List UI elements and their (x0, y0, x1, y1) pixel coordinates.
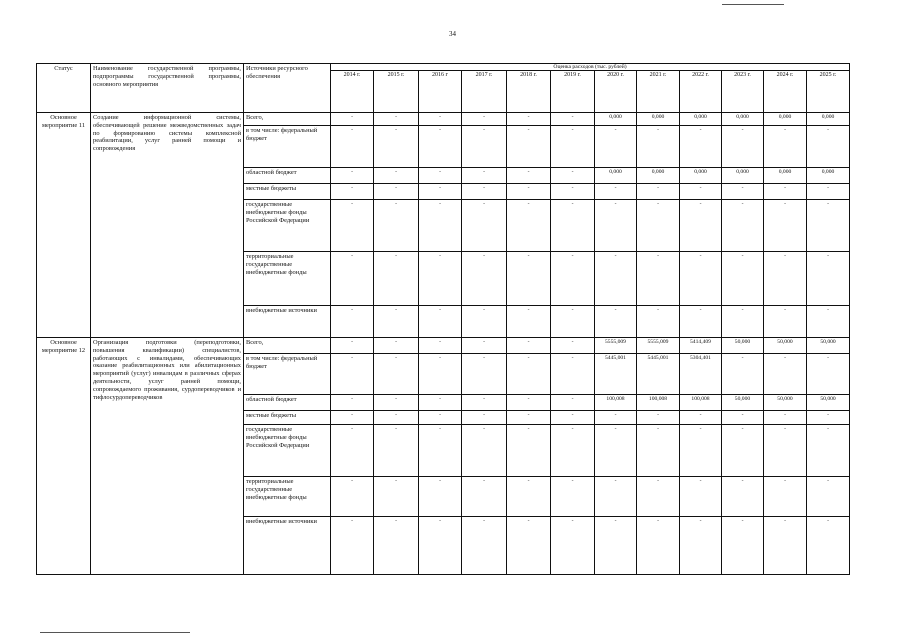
expense-value: - (419, 184, 462, 200)
expense-value: - (507, 168, 551, 184)
expense-value: - (419, 354, 462, 395)
expense-value: - (419, 168, 462, 184)
expense-value: - (551, 477, 595, 517)
expense-value: - (419, 425, 462, 477)
expense-value: - (462, 395, 507, 411)
expense-value: - (637, 200, 680, 252)
expense-value: - (419, 126, 462, 168)
expense-value: - (331, 168, 374, 184)
measure-name: Организация подготовки (переподготовки, повышения квалификации) специалистов, работающих с инвалидами, обеспечивающих оказание реабилитационных или абилитационных мероприятий (услуг) инвалидам в различных сферах деятельности, услуг ранней помощи, сопровождаемого проживания, сурдопереводчиков и тифлосурдопереводчиков (91, 338, 244, 575)
expense-value: - (419, 306, 462, 338)
expense-value: - (331, 113, 374, 126)
expense-value: - (551, 168, 595, 184)
expense-value: - (374, 425, 419, 477)
expense-value: - (680, 306, 722, 338)
expense-value: - (680, 517, 722, 575)
expense-value: - (331, 354, 374, 395)
expense-value: - (374, 113, 419, 126)
expense-value: - (722, 200, 764, 252)
expense-value: 50,000 (722, 338, 764, 354)
expense-value: - (374, 200, 419, 252)
expense-value: - (764, 411, 807, 425)
year-header: 2016 г (419, 71, 462, 113)
expense-value: - (595, 126, 637, 168)
expense-value: - (507, 517, 551, 575)
expense-value: 50,000 (807, 338, 850, 354)
expense-value: - (551, 517, 595, 575)
year-header: 2015 г. (374, 71, 419, 113)
measure-status: Основное мероприятие 12 (37, 338, 91, 575)
expense-value: - (374, 126, 419, 168)
expense-value: - (637, 306, 680, 338)
expense-value: - (807, 306, 850, 338)
expense-value: - (462, 113, 507, 126)
funding-source: областной бюджет (244, 168, 331, 184)
expense-value: - (551, 354, 595, 395)
expense-value: - (374, 477, 419, 517)
expense-value: - (807, 184, 850, 200)
expense-value: 100,008 (637, 395, 680, 411)
expense-value: - (637, 517, 680, 575)
expense-value: - (462, 425, 507, 477)
funding-source: внебюджетные источники (244, 517, 331, 575)
funding-source: территориальные государственные внебюджетные фонды (244, 252, 331, 306)
budget-table (36, 63, 850, 575)
funding-source: Всего, (244, 338, 331, 354)
expense-value: - (680, 477, 722, 517)
expense-value: 5445,001 (637, 354, 680, 395)
expense-value: - (551, 425, 595, 477)
expense-value: - (722, 425, 764, 477)
expense-value: - (551, 306, 595, 338)
expense-value: - (551, 411, 595, 425)
expense-value: 0,000 (764, 168, 807, 184)
expense-value: - (764, 184, 807, 200)
expense-value: - (462, 126, 507, 168)
name-header: Наименование государственной программы, подпрограммы государственной программы, основного мероприятия (91, 64, 244, 113)
year-header: 2020 г. (595, 71, 637, 113)
expense-value: - (374, 395, 419, 411)
expense-value: - (374, 306, 419, 338)
funding-source: Всего, (244, 113, 331, 126)
expense-value: - (764, 477, 807, 517)
expense-value: - (331, 395, 374, 411)
expense-value: - (722, 411, 764, 425)
expense-value: - (331, 126, 374, 168)
funding-source: в том числе: федеральный бюджет (244, 354, 331, 395)
funding-source: государственные внебюджетные фонды Российской Федерации (244, 425, 331, 477)
expense-value: - (331, 411, 374, 425)
expense-value: - (507, 425, 551, 477)
expense-value: - (595, 184, 637, 200)
expense-value: - (419, 517, 462, 575)
funding-source: местные бюджеты (244, 411, 331, 425)
expense-value: - (419, 411, 462, 425)
expense-value: - (462, 200, 507, 252)
expense-value: - (419, 338, 462, 354)
expense-value: 0,000 (595, 113, 637, 126)
expense-value: - (374, 338, 419, 354)
expense-value: - (419, 200, 462, 252)
expense-value: - (551, 126, 595, 168)
year-header: 2019 г. (551, 71, 595, 113)
funding-source: в том числе: федеральный бюджет (244, 126, 331, 168)
expense-value: - (331, 184, 374, 200)
expense-value: 5555,009 (637, 338, 680, 354)
expense-value: - (680, 200, 722, 252)
expense-value: - (507, 338, 551, 354)
expense-value: - (764, 306, 807, 338)
expense-value: 100,008 (680, 395, 722, 411)
expense-value: - (374, 168, 419, 184)
expense-value: - (507, 477, 551, 517)
expense-value: - (637, 477, 680, 517)
expense-value: - (637, 425, 680, 477)
year-header: 2022 г. (680, 71, 722, 113)
expense-value: - (722, 126, 764, 168)
expense-value: - (807, 200, 850, 252)
estimate-header: Оценка расходов (тыс. рублей) (331, 64, 850, 71)
expense-value: - (462, 338, 507, 354)
expense-value: 0,000 (637, 168, 680, 184)
expense-value: - (462, 306, 507, 338)
expense-value: - (595, 200, 637, 252)
header-row (37, 64, 850, 71)
expense-value: - (722, 184, 764, 200)
expense-value: 0,000 (764, 113, 807, 126)
expense-value: 0,000 (807, 168, 850, 184)
year-header: 2023 г. (722, 71, 764, 113)
expense-value: - (595, 411, 637, 425)
expense-value: - (637, 184, 680, 200)
expense-value: - (722, 517, 764, 575)
expense-value: - (637, 411, 680, 425)
expense-value: - (764, 354, 807, 395)
expense-value: - (595, 252, 637, 306)
expense-value: - (807, 517, 850, 575)
expense-value: 0,000 (637, 113, 680, 126)
year-header: 2014 г. (331, 71, 374, 113)
funding-source: территориальные государственные внебюджетные фонды (244, 477, 331, 517)
status-header: Статус (37, 64, 91, 113)
expense-value: - (419, 252, 462, 306)
year-header: 2024 г. (764, 71, 807, 113)
expense-value: - (462, 252, 507, 306)
expense-value: - (807, 425, 850, 477)
year-header: 2017 г. (462, 71, 507, 113)
expense-value: - (331, 306, 374, 338)
expense-value: - (462, 354, 507, 395)
expense-value: - (551, 338, 595, 354)
expense-value: - (507, 306, 551, 338)
expense-value: - (595, 477, 637, 517)
expense-value: - (807, 411, 850, 425)
expense-value: 50,000 (764, 395, 807, 411)
expense-value: - (680, 184, 722, 200)
measure-name: Создание информационной системы, обеспечивающей решение межведомственных задач по формированию системы комплексной реабилитации, услуг ранней помощи и сопровождения (91, 113, 244, 338)
scan-artifact-line (722, 4, 784, 5)
expense-value: - (551, 395, 595, 411)
expense-value: - (764, 517, 807, 575)
expense-value: - (374, 252, 419, 306)
funding-source: государственные внебюджетные фонды Российской Федерации (244, 200, 331, 252)
expense-value: - (764, 126, 807, 168)
expense-value: - (462, 168, 507, 184)
funding-source: внебюджетные источники (244, 306, 331, 338)
expense-value: - (507, 252, 551, 306)
expense-value: - (331, 252, 374, 306)
measure-status: Основное мероприятие 11 (37, 113, 91, 338)
year-header: 2018 г. (507, 71, 551, 113)
table-row (37, 338, 850, 354)
expense-value: - (462, 184, 507, 200)
scan-artifact-line (40, 632, 190, 633)
expense-value: - (807, 126, 850, 168)
expense-value: - (331, 338, 374, 354)
expense-value: - (764, 200, 807, 252)
expense-value: 0,000 (680, 113, 722, 126)
expense-value: 0,000 (722, 168, 764, 184)
expense-value: - (551, 113, 595, 126)
expense-value: - (419, 477, 462, 517)
funding-source: местные бюджеты (244, 184, 331, 200)
expense-value: - (807, 252, 850, 306)
expense-value: 50,000 (807, 395, 850, 411)
expense-value: - (722, 252, 764, 306)
expense-value: 50,000 (722, 395, 764, 411)
expense-value: - (507, 354, 551, 395)
expense-value: - (374, 517, 419, 575)
expense-value: - (595, 517, 637, 575)
table-row (37, 113, 850, 126)
expense-value: - (764, 252, 807, 306)
expense-value: - (764, 425, 807, 477)
expense-value: - (722, 354, 764, 395)
expense-value: 0,000 (595, 168, 637, 184)
expense-value: 5555,009 (595, 338, 637, 354)
expense-value: - (595, 306, 637, 338)
expense-value: - (807, 477, 850, 517)
expense-value: - (637, 252, 680, 306)
expense-value: - (722, 306, 764, 338)
expense-value: - (807, 354, 850, 395)
expense-value: 100,008 (595, 395, 637, 411)
page-number: 34 (449, 30, 456, 38)
expense-value: - (374, 354, 419, 395)
expense-value: 0,000 (680, 168, 722, 184)
year-header: 2021 г. (637, 71, 680, 113)
expense-value: - (680, 425, 722, 477)
expense-value: 0,000 (722, 113, 764, 126)
funding-source: областной бюджет (244, 395, 331, 411)
expense-value: - (374, 411, 419, 425)
expense-value: - (331, 425, 374, 477)
year-header: 2025 г. (807, 71, 850, 113)
expense-value: - (507, 126, 551, 168)
expense-value: 5304,401 (680, 354, 722, 395)
expense-value: - (551, 252, 595, 306)
expense-value: - (551, 184, 595, 200)
expense-value: - (462, 517, 507, 575)
expense-value: - (331, 200, 374, 252)
expense-value: - (680, 252, 722, 306)
expense-value: 5445,001 (595, 354, 637, 395)
expense-value: - (419, 113, 462, 126)
expense-value: - (419, 395, 462, 411)
expense-value: 0,000 (807, 113, 850, 126)
expense-value: - (680, 126, 722, 168)
expense-value: - (507, 411, 551, 425)
expense-value: - (331, 477, 374, 517)
expense-value: - (507, 184, 551, 200)
expense-value: - (551, 200, 595, 252)
expense-value: 5414,409 (680, 338, 722, 354)
expense-value: - (462, 477, 507, 517)
expense-value: - (722, 477, 764, 517)
expense-value: - (507, 113, 551, 126)
expense-value: 50,000 (764, 338, 807, 354)
expense-value: - (462, 411, 507, 425)
expense-value: - (680, 411, 722, 425)
sources-header: Источники ресурсного обеспечения (244, 64, 331, 113)
expense-value: - (507, 200, 551, 252)
expense-value: - (374, 184, 419, 200)
expense-value: - (507, 395, 551, 411)
expense-value: - (331, 517, 374, 575)
expense-value: - (637, 126, 680, 168)
expense-value: - (595, 425, 637, 477)
